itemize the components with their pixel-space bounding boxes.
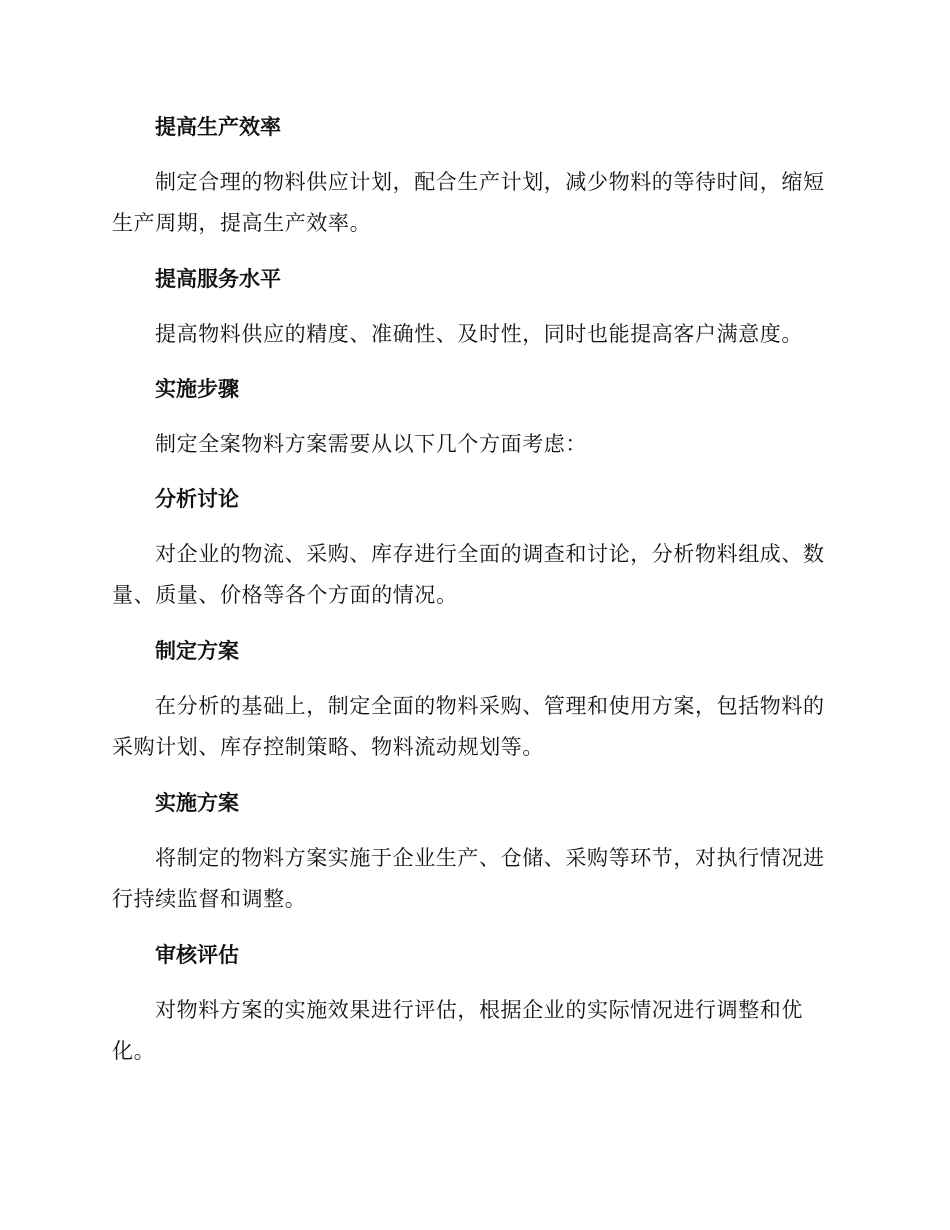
- section-body: [112, 838, 832, 920]
- section-heading: 审核评估: [155, 943, 239, 967]
- section-paragraph: 将制定的物料方案实施于企业生产、仓储、采购等环节，对执行情况进行持续监督和调整。: [112, 846, 825, 911]
- section-paragraph: 提高物料供应的精度、准确性、及时性，同时也能提高客户满意度。: [155, 322, 803, 346]
- section-body: [112, 424, 832, 465]
- section-analysis-discussion: [112, 484, 832, 514]
- section-review-evaluation: [112, 940, 832, 970]
- section-body: [112, 314, 832, 355]
- section-paragraph: 对企业的物流、采购、库存进行全面的调查和讨论，分析物料组成、数量、质量、价格等各个方面的情况。: [112, 542, 825, 607]
- section-heading: 提高生产效率: [155, 115, 281, 139]
- section-improve-service-level: [112, 264, 832, 294]
- section-body: [112, 534, 832, 616]
- section-implement-plan: [112, 788, 832, 818]
- section-paragraph: 制定合理的物料供应计划，配合生产计划，减少物料的等待时间，缩短生产周期，提高生产效率。: [112, 170, 825, 235]
- section-heading: 制定方案: [155, 639, 239, 663]
- section-implementation-steps: [112, 374, 832, 404]
- section-heading: 分析讨论: [155, 487, 239, 511]
- section-heading: 提高服务水平: [155, 267, 281, 291]
- section-body: [112, 686, 832, 768]
- section-paragraph: 对物料方案的实施效果进行评估，根据企业的实际情况进行调整和优化。: [112, 998, 803, 1063]
- section-improve-production-efficiency: [112, 112, 832, 142]
- section-paragraph: 制定全案物料方案需要从以下几个方面考虑：: [155, 432, 587, 456]
- section-body: [112, 990, 832, 1072]
- section-body: [112, 162, 832, 244]
- section-make-plan: [112, 636, 832, 666]
- section-paragraph: 在分析的基础上，制定全面的物料采购、管理和使用方案，包括物料的采购计划、库存控制策略、物料流动规划等。: [112, 694, 825, 759]
- section-heading: 实施方案: [155, 791, 239, 815]
- section-heading: 实施步骤: [155, 377, 239, 401]
